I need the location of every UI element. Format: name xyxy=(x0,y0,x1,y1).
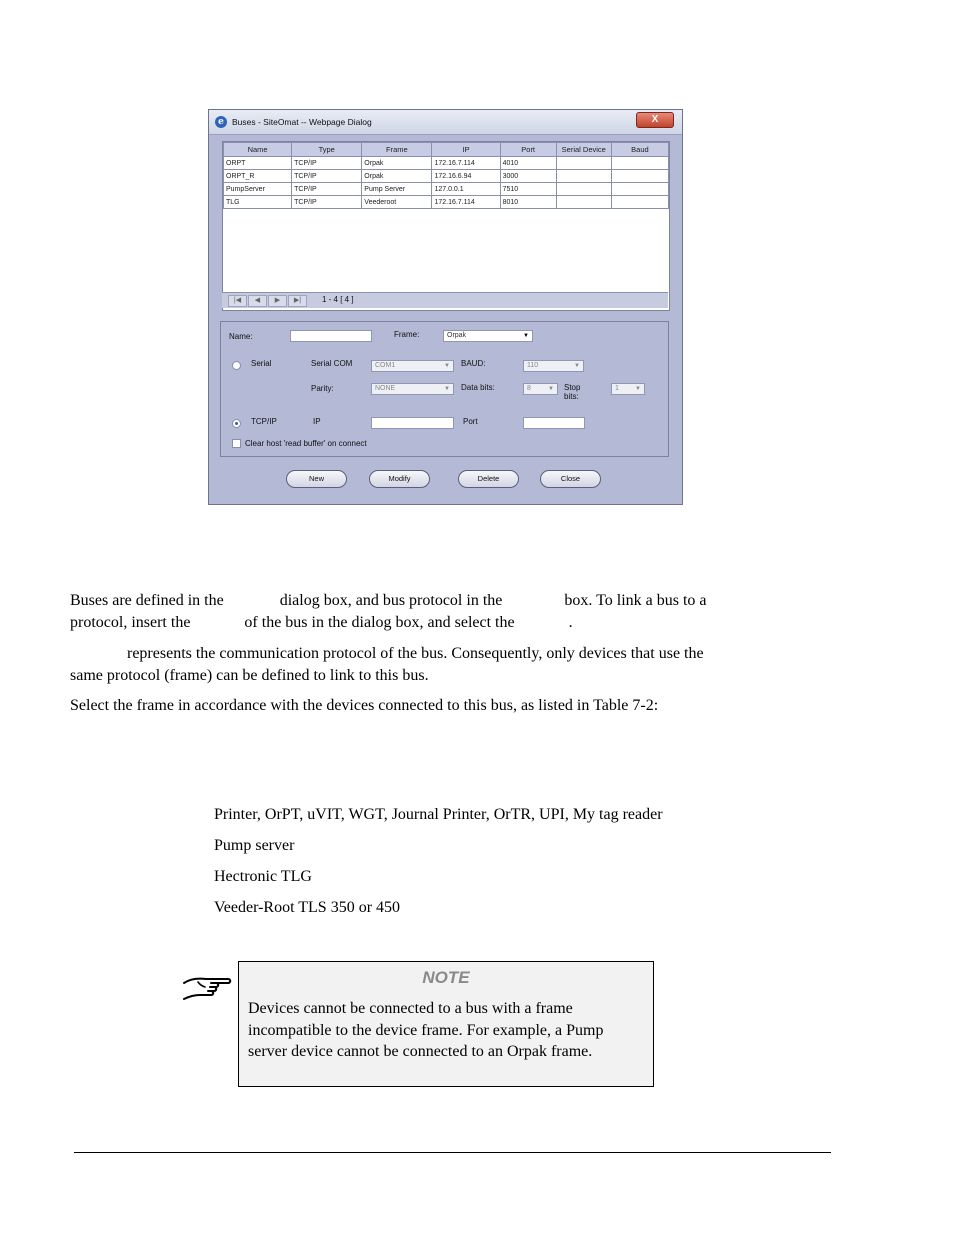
frame-select[interactable] xyxy=(443,330,533,342)
cell-name: ORPT xyxy=(224,157,292,170)
paragraph-buses-definition xyxy=(70,590,830,633)
cell-baud xyxy=(611,183,668,196)
cell-ip: 127.0.0.1 xyxy=(432,183,500,196)
next-page-icon[interactable]: ▶ xyxy=(268,295,287,307)
text-run: Buses are defined in the xyxy=(70,592,224,609)
cell-type: TCP/IP xyxy=(292,170,362,183)
serial-com-value: COM1 xyxy=(375,362,396,369)
paragraph-frame-protocol xyxy=(70,643,830,686)
chevron-down-icon: ▼ xyxy=(635,386,641,392)
table-row[interactable] xyxy=(224,196,669,209)
data-bits-select[interactable] xyxy=(523,383,558,395)
text-run: . xyxy=(568,613,573,631)
column-header-serial-device[interactable]: Serial Device xyxy=(556,143,611,157)
cell-baud xyxy=(611,196,668,209)
chevron-down-icon: ▼ xyxy=(574,363,580,369)
serial-com-select[interactable] xyxy=(371,360,454,372)
cell-port: 3000 xyxy=(500,170,556,183)
cell-type: TCP/IP xyxy=(292,157,362,170)
text-run: box. To link a bus to a xyxy=(564,592,707,609)
table-row[interactable] xyxy=(224,183,669,196)
page-count: 1 - 4 [ 4 ] xyxy=(322,295,354,304)
tcpip-label: TCP/IP xyxy=(251,417,277,426)
frame-label: Frame: xyxy=(394,330,420,339)
grid-pager xyxy=(222,292,668,308)
table-row: Pump server xyxy=(214,837,295,854)
bus-edit-form xyxy=(220,321,669,457)
table-row[interactable] xyxy=(224,157,669,170)
cell-baud xyxy=(611,157,668,170)
baud-value: 110 xyxy=(527,362,539,369)
serial-label: Serial xyxy=(251,359,272,368)
cell-name: ORPT_R xyxy=(224,170,292,183)
cell-frame: Orpak xyxy=(362,170,432,183)
name-label: Name: xyxy=(229,332,253,341)
data-bits-value: 8 xyxy=(527,385,531,392)
cell-name: PumpServer xyxy=(224,183,292,196)
table-row: Veeder-Root TLS 350 or 450 xyxy=(214,899,401,916)
close-button[interactable]: Close xyxy=(540,470,601,488)
cell-ip: 172.16.7.114 xyxy=(432,196,500,209)
prev-page-icon[interactable]: ◀ xyxy=(248,295,267,307)
first-page-icon[interactable]: |◀ xyxy=(228,295,247,307)
close-icon[interactable]: X xyxy=(636,112,674,128)
column-header-ip[interactable]: IP xyxy=(432,143,500,157)
note-title: NOTE xyxy=(422,968,470,987)
text-run: same protocol (frame) can be defined to link to this bus. xyxy=(70,666,429,684)
text-run: of the bus in the dialog box, and select the xyxy=(244,613,515,631)
cell-serial-device xyxy=(556,157,611,170)
baud-label: BAUD: xyxy=(461,359,486,368)
cell-frame: Orpak xyxy=(362,157,432,170)
dialog-titlebar xyxy=(209,110,682,135)
dialog-title: Buses - SiteOmat -- Webpage Dialog xyxy=(232,117,372,127)
frame-select-value: Orpak xyxy=(447,332,467,339)
column-header-port[interactable]: Port xyxy=(500,143,556,157)
chevron-down-icon: ▼ xyxy=(444,363,450,369)
parity-select[interactable] xyxy=(371,383,454,395)
column-header-frame[interactable]: Frame xyxy=(362,143,432,157)
new-button[interactable]: New xyxy=(286,470,347,488)
ie-icon: e xyxy=(215,116,227,128)
tcpip-radio[interactable] xyxy=(232,419,241,428)
stop-bits-value: 1 xyxy=(615,385,619,392)
chevron-down-icon: ▼ xyxy=(444,386,450,392)
cell-frame: Pump Server xyxy=(362,183,432,196)
cell-ip: 172.16.6.94 xyxy=(432,170,500,183)
cell-type: TCP/IP xyxy=(292,196,362,209)
column-header-baud[interactable]: Baud xyxy=(611,143,668,157)
cell-name: TLG xyxy=(224,196,292,209)
ip-input[interactable] xyxy=(371,417,454,429)
modify-button[interactable]: Modify xyxy=(369,470,430,488)
table-row[interactable] xyxy=(224,170,669,183)
stop-bits-select[interactable] xyxy=(611,383,645,395)
note-text: Devices cannot be connected to a bus with a frame incompatible to the device frame. For example, a Pump server device cannot be connected to an Orpak frame. xyxy=(248,1000,604,1060)
cell-port: 4010 xyxy=(500,157,556,170)
cell-baud xyxy=(611,170,668,183)
cell-port: 8010 xyxy=(500,196,556,209)
port-label: Port xyxy=(463,417,478,426)
ip-label: IP xyxy=(313,417,321,426)
stop-bits-label: Stop bits: xyxy=(564,383,581,401)
cell-type: TCP/IP xyxy=(292,183,362,196)
table-row: Hectronic TLG xyxy=(214,868,312,885)
table-row: Printer, OrPT, uVIT, WGT, Journal Printer, OrTR, UPI, My tag reader xyxy=(214,806,663,823)
last-page-icon[interactable]: ▶| xyxy=(288,295,307,307)
data-bits-label: Data bits: xyxy=(461,383,495,392)
column-header-type[interactable]: Type xyxy=(292,143,362,157)
note-box xyxy=(238,961,654,1087)
cell-serial-device xyxy=(556,183,611,196)
serial-radio[interactable] xyxy=(232,361,241,370)
clear-buffer-label: Clear host 'read buffer' on connect xyxy=(245,439,367,448)
delete-button[interactable]: Delete xyxy=(458,470,519,488)
name-input[interactable] xyxy=(290,330,372,342)
baud-select[interactable] xyxy=(523,360,584,372)
chevron-down-icon: ▼ xyxy=(523,333,529,339)
footer-divider xyxy=(74,1152,831,1153)
cell-port: 7510 xyxy=(500,183,556,196)
cell-serial-device xyxy=(556,196,611,209)
paragraph-select-frame: Select the frame in accordance with the devices connected to this bus, as listed in Table 7-2: xyxy=(70,697,659,714)
cell-serial-device xyxy=(556,170,611,183)
port-input[interactable] xyxy=(523,417,585,429)
column-header-name[interactable]: Name xyxy=(224,143,292,157)
clear-buffer-checkbox[interactable] xyxy=(232,439,241,448)
parity-value: NONE xyxy=(375,385,396,392)
cell-frame: Veederoot xyxy=(362,196,432,209)
text-run: dialog box, and bus protocol in the xyxy=(279,592,503,609)
chevron-down-icon: ▼ xyxy=(548,386,554,392)
text-run: represents the communication protocol of the bus. Consequently, only devices that use the xyxy=(127,645,704,662)
parity-label: Parity: xyxy=(311,384,334,393)
buses-dialog xyxy=(208,109,683,505)
serial-com-label: Serial COM xyxy=(311,359,353,368)
cell-ip: 172.16.7.114 xyxy=(432,157,500,170)
text-run: protocol, insert the xyxy=(70,613,191,631)
buses-grid xyxy=(222,141,670,311)
pointing-hand-icon xyxy=(180,971,234,1007)
grid-header-row xyxy=(224,143,669,157)
